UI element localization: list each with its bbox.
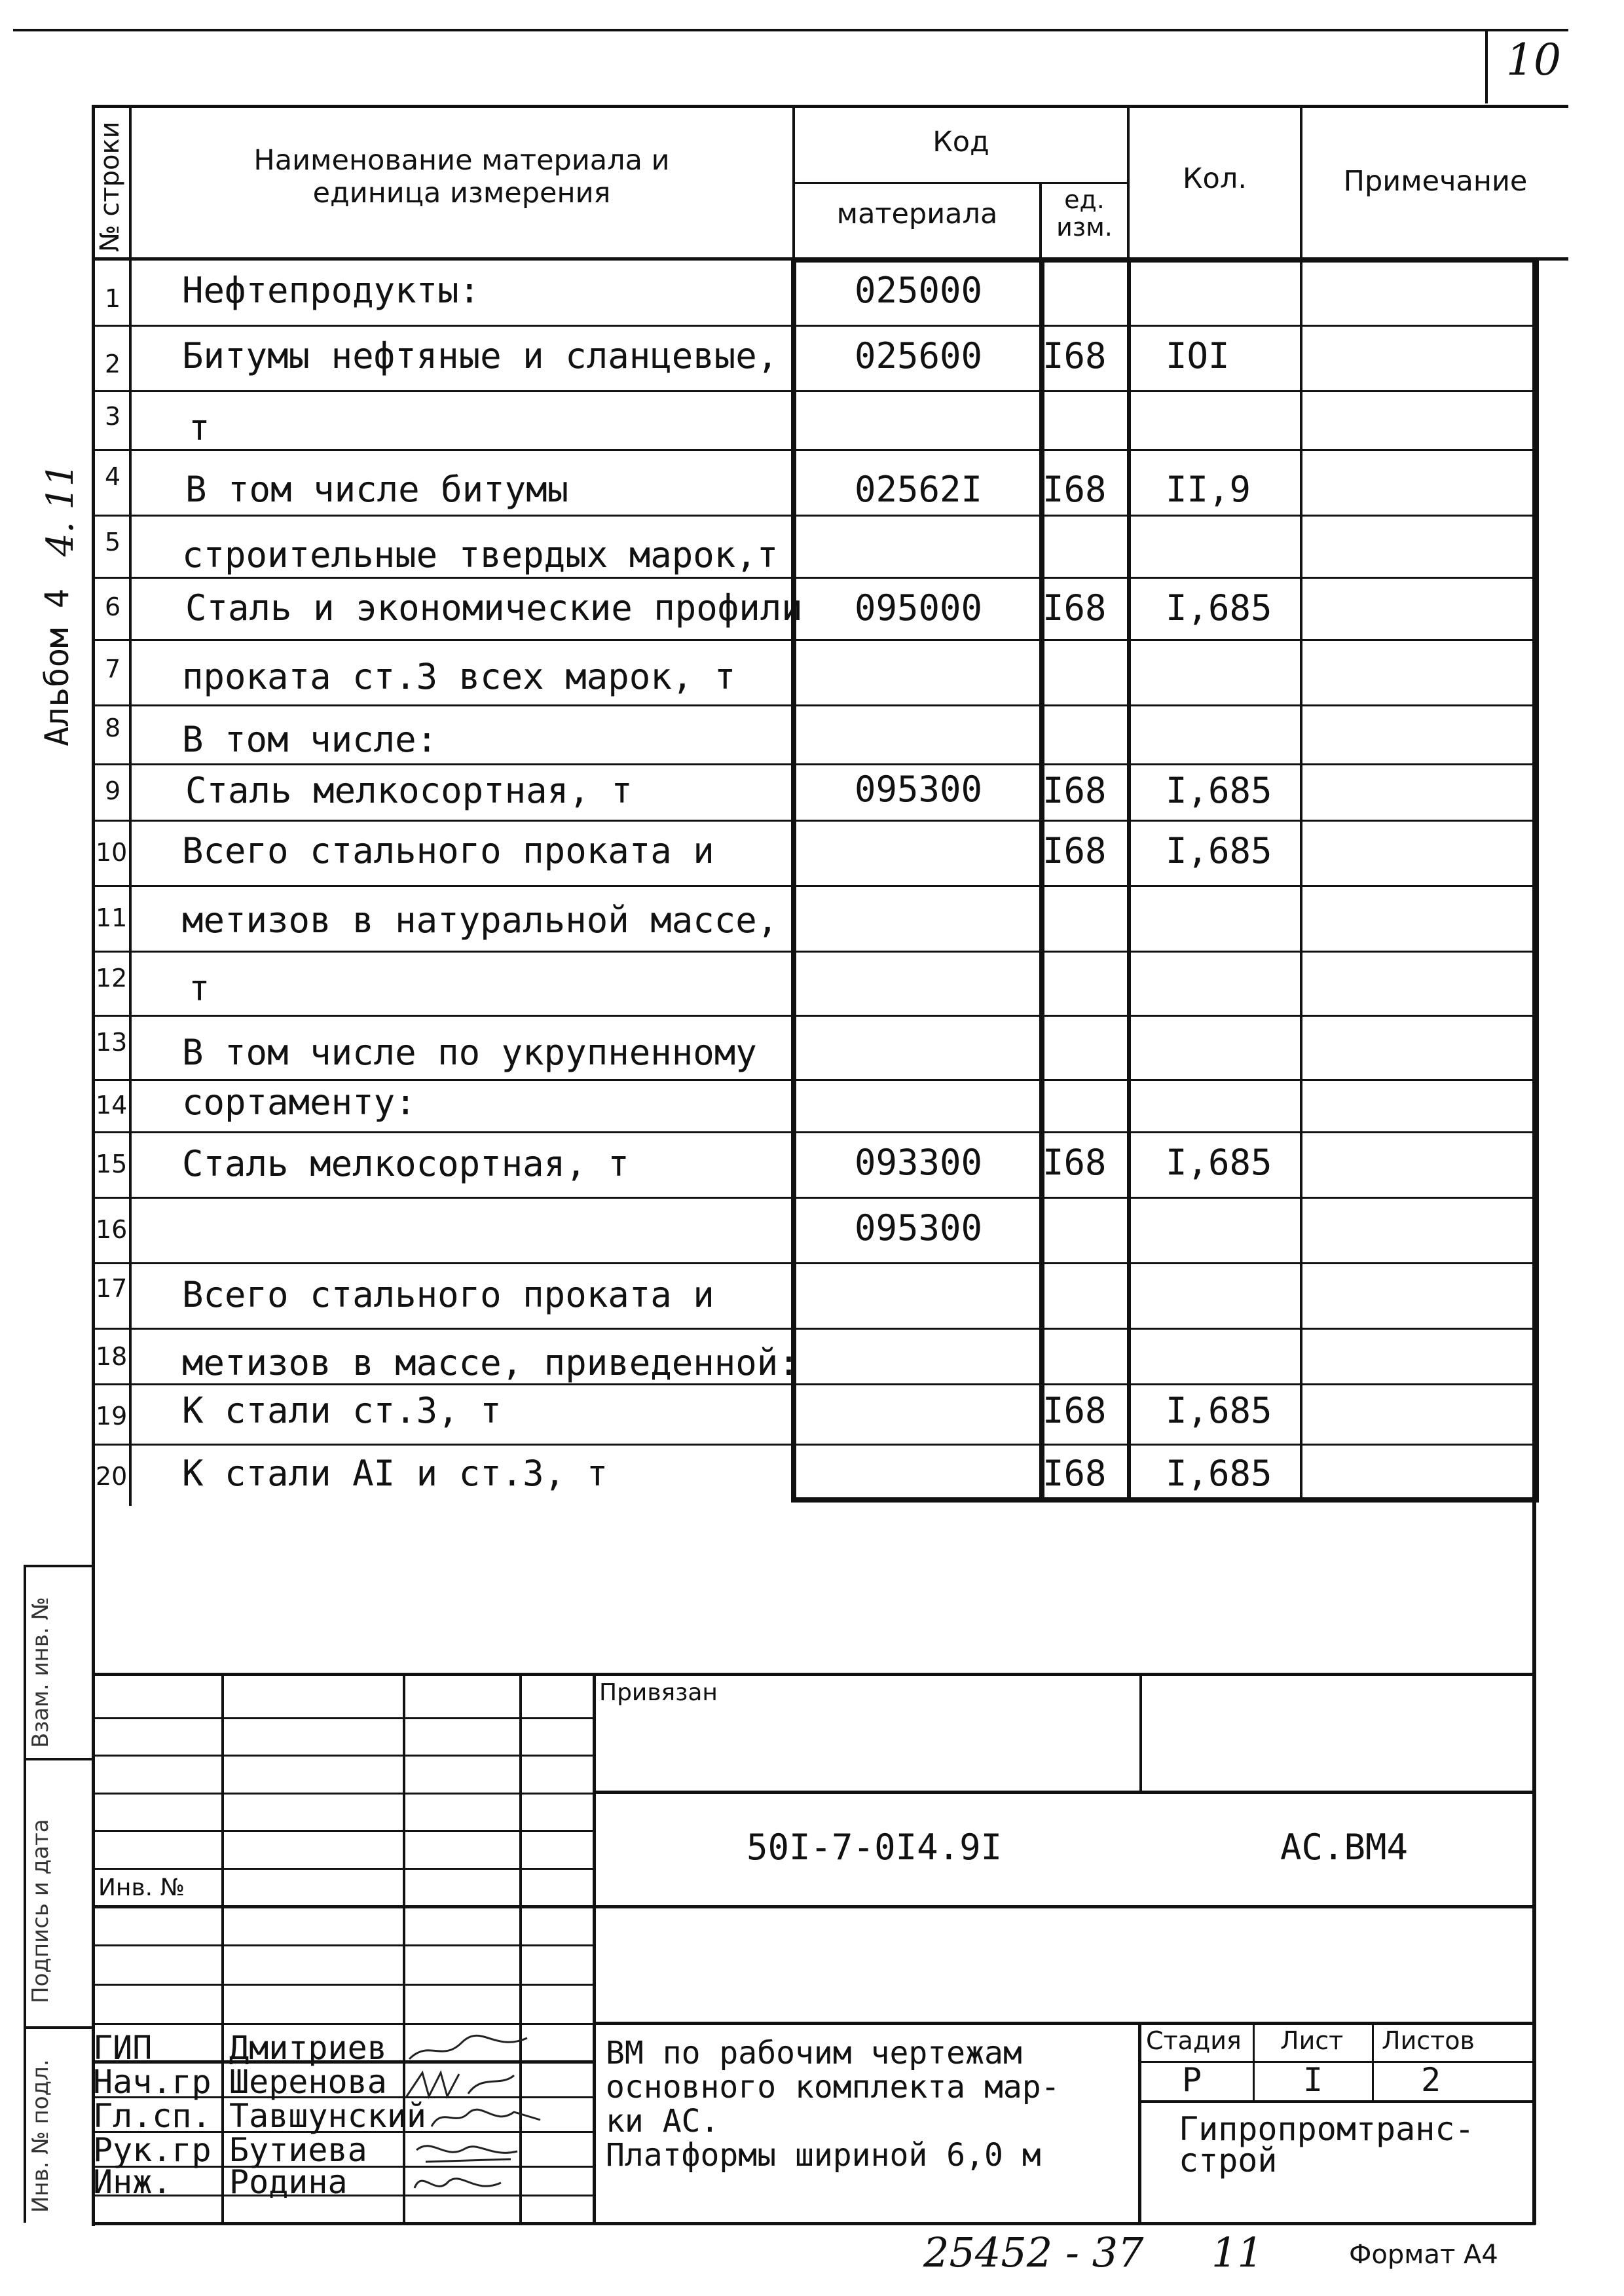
table-row (92, 1444, 1539, 1504)
row-number: 3 (105, 402, 121, 431)
album-label: Альбом 4 (38, 589, 76, 746)
table-row (92, 515, 1539, 577)
row-number: 20 (96, 1462, 128, 1491)
side-frame-divider-1 (24, 1758, 93, 1760)
row-number: 10 (96, 838, 128, 867)
table-row (92, 763, 1539, 820)
row-unit: I68 (1043, 335, 1107, 376)
privyazan-split (1139, 1673, 1142, 1791)
row-qty: I,685 (1166, 770, 1272, 811)
table-row (92, 951, 1539, 1015)
page-number: 10 (1506, 35, 1561, 85)
header-unit-line2: изм. (1056, 213, 1113, 242)
row-number: 7 (105, 655, 121, 683)
row-number: 12 (96, 964, 128, 993)
doc-title-line1: ВМ по рабочим чертежам (606, 2035, 1022, 2071)
inv-no-label: Инв. № (98, 1874, 185, 1901)
row-number: 17 (96, 1274, 128, 1303)
table-row (92, 390, 1539, 449)
header-name-line1: Наименование материала и (253, 144, 670, 177)
row-number: 19 (96, 1402, 128, 1430)
row-unit: I68 (1043, 587, 1107, 629)
footer-handwritten-number: 25452 - 37 (923, 2229, 1144, 2276)
signature-icon (403, 2068, 521, 2100)
row-code: 025600 (855, 335, 983, 376)
row-number: 11 (96, 903, 128, 932)
table-row (92, 1079, 1539, 1131)
row-unit: I68 (1043, 770, 1107, 811)
sheet-label: Лист (1280, 2026, 1344, 2055)
doc-number: 50I-7-0I4.9I (747, 1827, 1003, 1868)
stamp-left-h5 (92, 1868, 593, 1870)
row-name: строительные твердых марок,т (182, 534, 779, 575)
stamp-left-h8 (92, 1984, 593, 1986)
row-number: 8 (105, 714, 121, 742)
row-unit: I68 (1043, 1453, 1107, 1494)
signature-icon (409, 2168, 507, 2201)
side-label-podpis: Подпись и дата (28, 1819, 54, 2003)
row-name: К стали ст.3, т (182, 1390, 502, 1431)
stage-col-1 (1253, 2022, 1255, 2102)
row-code: 093300 (855, 1142, 983, 1183)
row-name: т (189, 407, 210, 448)
row-name: Битумы нефтяные и сланцевые, (182, 335, 779, 376)
header-code: Код (932, 126, 989, 158)
row-name: Нефтепродукты: (182, 270, 481, 311)
row-number: 6 (105, 592, 121, 621)
row-qty: IOI (1166, 335, 1230, 376)
table-row (92, 820, 1539, 885)
row-name: В том числе битумы (185, 469, 569, 510)
signature-icon (429, 2100, 547, 2133)
privyazan-bottom (593, 1791, 1536, 1794)
row-name: Всего стального проката и (182, 830, 714, 871)
frame-right (1532, 257, 1536, 2225)
row-unit: I68 (1043, 1390, 1107, 1431)
side-label-vzam: Взам. инв. № (28, 1597, 54, 1748)
table-row (92, 639, 1539, 704)
table-row (92, 449, 1539, 515)
stamp-left-h9 (92, 2023, 593, 2025)
header-qty: Кол. (1183, 162, 1247, 195)
title-org-divider (1138, 2022, 1141, 2225)
album-handwritten-note: 4. 11 (39, 463, 82, 556)
table-row (92, 1328, 1539, 1383)
table-row (92, 1131, 1539, 1197)
table-row (92, 259, 1539, 325)
header-unit (1042, 186, 1127, 241)
side-frame-inner-vertical (24, 1565, 26, 2223)
signatory-role: Рук.гр (93, 2131, 212, 2169)
sheets-label: Листов (1382, 2026, 1475, 2055)
row-number: 1 (105, 284, 121, 313)
header-name (134, 144, 789, 210)
row-unit: I68 (1043, 469, 1107, 510)
row-code: 095300 (855, 769, 983, 810)
privyazan-label: Привязан (599, 1679, 718, 1706)
row-name: Сталь мелкосортная, т (182, 1143, 629, 1184)
stamp-left-h3 (92, 1793, 593, 1795)
row-qty: I,685 (1166, 1142, 1272, 1183)
row-name: Всего стального проката и (182, 1274, 714, 1315)
doc-title-line2: основного комплекта мар- (606, 2069, 1060, 2105)
signatory-name: Дмитриев (229, 2029, 387, 2067)
row-name: проката ст.3 всех марок, т (182, 656, 736, 697)
row-number: 9 (105, 776, 121, 805)
signatory-name: Тавшунский (229, 2097, 427, 2135)
page-number-box-left (1485, 30, 1488, 103)
stage-label: Стадия (1146, 2026, 1242, 2055)
org-name (1179, 2110, 1475, 2179)
signatory-name: Родина (229, 2163, 348, 2201)
format-label: Формат А4 (1349, 2240, 1498, 2270)
row-unit: I68 (1043, 1142, 1107, 1183)
stamp-main-divider (593, 1673, 596, 2223)
signatory-role: Инж. (93, 2163, 172, 2201)
header-note: Примечание (1343, 165, 1528, 198)
header-unit-line1: ед. (1064, 185, 1105, 214)
signatory-role: ГИП (93, 2029, 153, 2067)
code-header-divider (792, 182, 1129, 184)
row-qty: I,685 (1166, 587, 1272, 629)
stamp-bottom (92, 2222, 1536, 2225)
header-name-line2: единица измерения (312, 177, 611, 210)
table-row (92, 1015, 1539, 1079)
stage-value: Р (1182, 2061, 1202, 2099)
stamp-left-h6-bold (92, 1905, 1536, 1908)
top-frame-line (13, 29, 1568, 31)
stamp-left-h7 (92, 1944, 593, 1946)
row-name: К стали АI и ст.3, т (182, 1453, 608, 1494)
table-row (92, 577, 1539, 639)
signature-icon (403, 2033, 534, 2066)
row-name: метизов в натуральной массе, (182, 900, 779, 941)
org-name-line2: строй (1179, 2141, 1278, 2179)
doc-title-line4: Платформы шириной 6,0 м (606, 2137, 1041, 2174)
row-code: 095300 (855, 1207, 983, 1248)
table-row (92, 1262, 1539, 1328)
table-row (92, 885, 1539, 951)
stamp-left-h2 (92, 1755, 593, 1757)
row-name: В том числе по укрупненному (182, 1032, 757, 1073)
side-label-inv-podl: Инв. № подл. (28, 2059, 54, 2213)
row-number: 13 (96, 1028, 128, 1057)
doc-title-line3: ки АС. (606, 2103, 720, 2140)
row-name: Сталь мелкосортная, т (185, 770, 633, 811)
stage-col-2 (1372, 2022, 1374, 2102)
row-code: 095000 (855, 587, 983, 629)
table-row (92, 1197, 1539, 1262)
row-number: 14 (96, 1091, 128, 1120)
side-frame-top (24, 1565, 93, 1567)
row-unit: I68 (1043, 830, 1107, 871)
doc-code: АС.ВМ4 (1280, 1827, 1409, 1868)
doc-title (606, 2036, 1060, 2172)
row-number: 18 (96, 1342, 128, 1371)
row-number: 16 (96, 1215, 128, 1244)
table-row (92, 1383, 1539, 1444)
row-name: сортаменту: (182, 1082, 416, 1123)
footer-handwritten-sheet: 11 (1211, 2229, 1263, 2276)
row-number: 2 (105, 350, 121, 378)
signatory-name: Бутиева (229, 2131, 367, 2169)
row-code: 025000 (855, 270, 983, 311)
stamp-top (92, 1673, 1536, 1676)
row-number: 5 (105, 528, 121, 556)
row-qty: II,9 (1166, 469, 1251, 510)
row-code: 02562I (855, 469, 983, 510)
stamp-left-h4 (92, 1830, 593, 1832)
signatory-role: Гл.сп. (93, 2097, 212, 2135)
signatory-name: Шеренова (229, 2063, 387, 2101)
header-material: материала (836, 198, 998, 230)
stamp-left-h1 (92, 1717, 593, 1719)
row-qty: I,685 (1166, 830, 1272, 871)
table-outer-top (92, 105, 1568, 108)
side-frame-divider-2 (24, 2026, 93, 2029)
sheets-value: 2 (1421, 2061, 1441, 2099)
row-name: метизов в массе, приведенной: (182, 1342, 800, 1383)
row-name: т (189, 968, 210, 1009)
row-name: В том числе: (182, 719, 438, 760)
header-row-number: № строки (95, 121, 125, 252)
signature-icon (413, 2134, 524, 2167)
table-row (92, 704, 1539, 763)
row-number: 4 (105, 462, 121, 491)
row-name: Сталь и экономические профили (185, 587, 803, 629)
signatory-role: Нач.гр (93, 2063, 212, 2101)
org-name-line1: Гипропромтранс- (1179, 2110, 1475, 2148)
sheet-value: I (1303, 2061, 1323, 2099)
row-qty: I,685 (1166, 1453, 1272, 1494)
row-number: 15 (96, 1150, 128, 1178)
table-row (92, 325, 1539, 390)
stage-row-h2 (1138, 2100, 1534, 2103)
lower-right-h1 (593, 2022, 1536, 2025)
row-qty: I,685 (1166, 1390, 1272, 1431)
